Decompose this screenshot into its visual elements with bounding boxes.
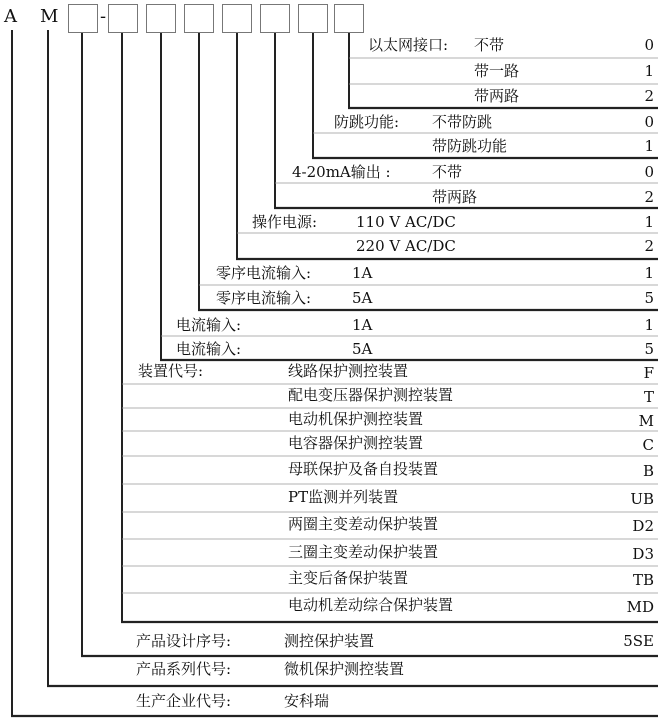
device-option-code: UB [630,490,654,508]
power-option-label: 220 V AC/DC [356,237,456,255]
device-option-code: MD [626,598,654,616]
current-option-label: 1A [352,316,373,334]
device-option-label: 母联保护及备自投装置 [288,460,439,478]
device-code-title: 装置代号: [138,362,204,380]
device-option-label: 线路保护测控装置 [288,362,409,380]
current-option-code: 1 [644,316,654,334]
code-box-1 [68,4,98,33]
current-option-code: 5 [644,340,654,358]
code-box-5 [222,4,252,33]
zero-seq-option-label: 5A [352,289,373,307]
output-4-20ma-option-code: 0 [644,163,654,181]
current-title: 电流输入: [176,316,242,334]
ethernet-option-label: 带两路 [474,87,520,105]
device-option-code: M [638,412,654,430]
ethernet-option-code: 0 [644,36,654,54]
device-option-label: 配电变压器保护测控装置 [288,386,454,404]
maker-option-label: 安科瑞 [284,692,330,710]
letter-a: A [4,6,17,27]
zero-seq-option-label: 1A [352,264,373,282]
anti-jump-option-label: 带防跳功能 [432,137,508,155]
current-title-repeat: 电流输入: [176,340,242,358]
device-option-label: PT监测并列装置 [288,488,399,506]
device-option-label: 两圈主变差动保护装置 [288,515,439,533]
power-option-code: 1 [644,213,654,231]
code-box-4 [184,4,214,33]
device-option-label: 三圈主变差动保护装置 [288,543,439,561]
device-option-label: 电动机保护测控装置 [288,410,424,428]
power-title: 操作电源: [252,213,318,231]
maker-title: 生产企业代号: [136,692,232,710]
output-4-20ma-option-code: 2 [644,188,654,206]
device-option-label: 电动机差动综合保护装置 [288,596,454,614]
series-title: 产品系列代号: [136,660,232,678]
power-option-code: 2 [644,237,654,255]
design-seq-title: 产品设计序号: [136,632,232,650]
device-option-label: 电容器保护测控装置 [288,434,424,452]
device-option-code: TB [632,571,654,589]
code-box-3 [146,4,176,33]
zero-seq-option-code: 1 [644,264,654,282]
series-option-label: 微机保护测控装置 [284,660,405,678]
ethernet-option-label: 不带 [474,36,505,54]
ethernet-option-label: 带一路 [474,62,520,80]
design-seq-option-label: 测控保护装置 [284,632,375,650]
zero-seq-title: 零序电流输入: [216,264,312,282]
output-4-20ma-title: 4-20mA输出 : [292,163,391,181]
current-option-label: 5A [352,340,373,358]
code-box-7 [298,4,328,33]
ethernet-option-code: 1 [644,62,654,80]
code-box-8 [334,4,364,33]
power-option-label: 110 V AC/DC [356,213,456,231]
device-option-code: D3 [632,545,654,563]
anti-jump-option-code: 1 [644,137,654,155]
anti-jump-option-label: 不带防跳 [432,113,493,131]
code-box-2 [108,4,138,33]
separator-dash: - [100,6,107,27]
device-option-code: T [643,388,654,406]
zero-seq-option-code: 5 [644,289,654,307]
code-box-6 [260,4,290,33]
design-seq-option-code: 5SE [623,632,654,650]
device-option-code: C [642,436,654,454]
device-option-code: D2 [632,517,654,535]
output-4-20ma-option-label: 不带 [432,163,463,181]
anti-jump-option-code: 0 [644,113,654,131]
device-option-code: F [643,364,654,382]
zero-seq-title-repeat: 零序电流输入: [216,289,312,307]
anti-jump-title: 防跳功能: [334,113,400,131]
device-option-code: B [642,462,654,480]
device-option-label: 主变后备保护装置 [288,569,409,587]
output-4-20ma-option-label: 带两路 [432,188,478,206]
ethernet-option-code: 2 [644,87,654,105]
letter-m: M [40,6,59,27]
ethernet-title: 以太网接口: [368,36,449,54]
